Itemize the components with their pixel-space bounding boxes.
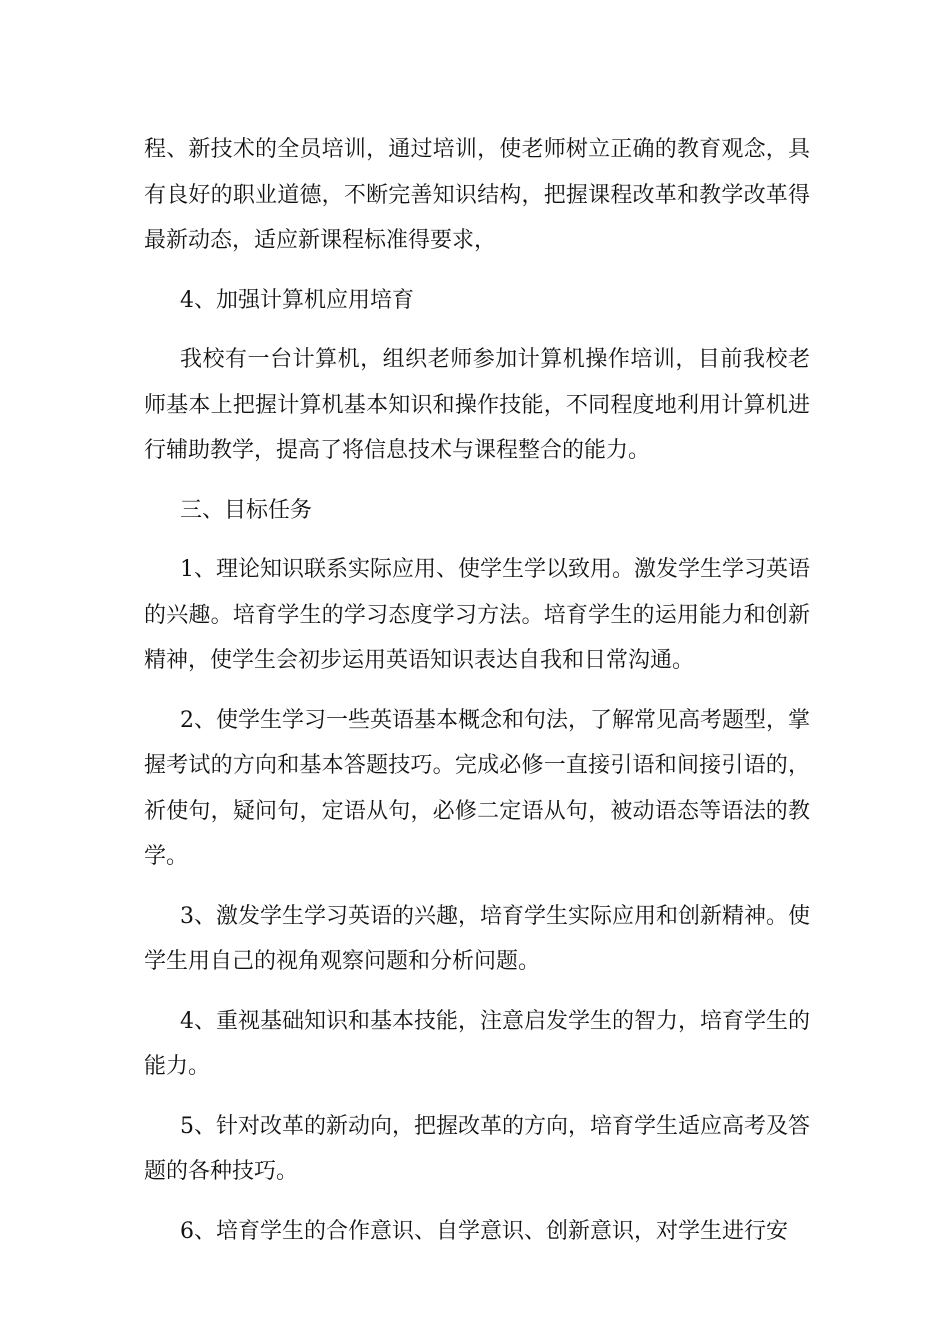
goal-item-6: 6、培育学生的合作意识、自学意识、创新意识，对学生进行安 — [180, 1218, 788, 1244]
heading-computer-training: 4、加强计算机应用培育 — [180, 287, 414, 313]
goal-item-5: 5、针对改革的新动向，把握改革的方向，培育学生适应高考及答题的各种技巧。 — [144, 1113, 810, 1184]
paragraph-training-continuation: 程、新技术的全员培训，通过培训，使老师树立正确的教育观念，具有良好的职业道德，不断完善知识结构，把握课程改革和教学改革得最新动态，适应新课程标准得要求， — [144, 137, 810, 253]
goal-item-4: 4、重视基础知识和基本技能，注意启发学生的智力，培育学生的能力。 — [144, 1008, 810, 1079]
paragraph-computer-training: 我校有一台计算机，组织老师参加计算机操作培训，目前我校老师基本上把握计算机基本知识和操作技能，不同程度地利用计算机进行辅助教学，提高了将信息技术与课程整合的能力。 — [144, 347, 810, 463]
document-body — [144, 127, 810, 1268]
goal-item-1: 1、理论知识联系实际应用、使学生学以致用。激发学生学习英语的兴趣。培育学生的学习态度学习方法。培育学生的运用能力和创新精神，使学生会初步运用英语知识表达自我和日常沟通。 — [144, 557, 810, 673]
goal-item-2: 2、使学生学习一些英语基本概念和句法，了解常见高考题型，掌握考试的方向和基本答题技巧。完成必修一直接引语和间接引语的，祈使句，疑问句，定语从句，必修二定语从句，被动语态等语法的教学。 — [144, 707, 810, 869]
section-heading-goals: 三、目标任务 — [180, 497, 313, 523]
goal-item-3: 3、激发学生学习英语的兴趣，培育学生实际应用和创新精神。使学生用自己的视角观察问题和分析问题。 — [144, 903, 810, 974]
